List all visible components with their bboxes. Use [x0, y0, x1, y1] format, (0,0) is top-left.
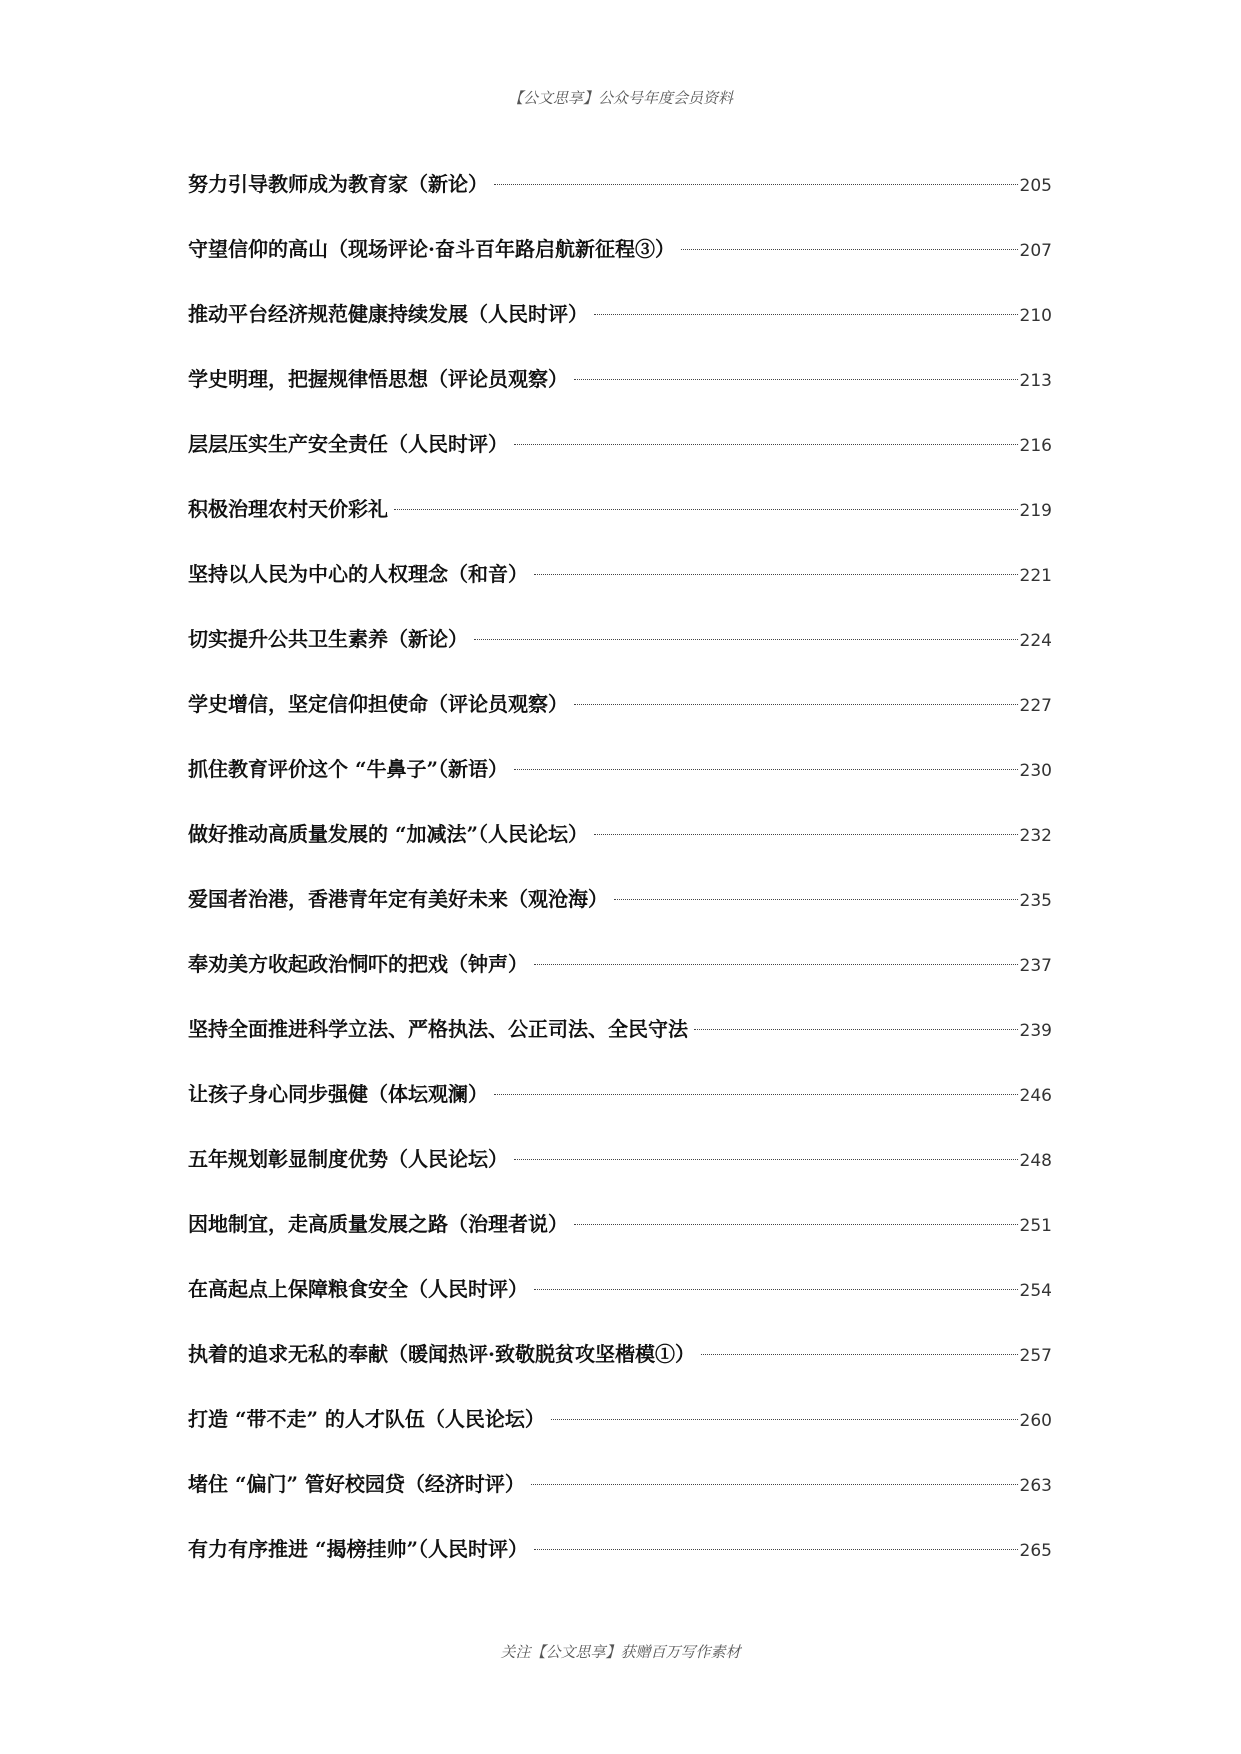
toc-entry[interactable]: [188, 1399, 1052, 1464]
page-header: 【公文思享】公众号年度会员资料: [507, 89, 733, 107]
toc-entry-title: 坚持全面推进科学立法、严格执法、公正司法、全民守法: [188, 1017, 688, 1041]
toc-entry[interactable]: [188, 1204, 1052, 1269]
dot-leader: [494, 1094, 1018, 1095]
toc-entry-title: 努力引导教师成为教育家（新论）: [188, 172, 488, 196]
toc-entry-page: 254: [1019, 1281, 1052, 1301]
toc-entry[interactable]: [188, 554, 1052, 619]
dot-leader: [701, 1354, 1018, 1355]
toc-entry[interactable]: [188, 1139, 1052, 1204]
toc-entry-title: 坚持以人民为中心的人权理念（和音）: [188, 562, 528, 586]
toc-entry-title: 抓住教育评价这个 “牛鼻子”（新语）: [188, 757, 508, 781]
toc-entry[interactable]: [188, 1529, 1052, 1594]
dot-leader: [574, 379, 1018, 380]
dot-leader: [614, 899, 1018, 900]
toc-entry-page: 246: [1019, 1086, 1052, 1106]
toc-entry-title: 学史增信，坚定信仰担使命（评论员观察）: [188, 692, 568, 716]
toc-entry-page: 227: [1019, 696, 1052, 716]
toc-entry[interactable]: [188, 879, 1052, 944]
dot-leader: [534, 964, 1018, 965]
toc-entry[interactable]: [188, 489, 1052, 554]
dot-leader: [694, 1029, 1018, 1030]
dot-leader: [531, 1484, 1018, 1485]
toc-entry-title: 执着的追求无私的奉献（暖闻热评·致敬脱贫攻坚楷模①）: [188, 1342, 695, 1366]
toc-entry-page: 251: [1019, 1216, 1052, 1236]
toc-entry-title: 因地制宜，走高质量发展之路（治理者说）: [188, 1212, 568, 1236]
toc-entry[interactable]: [188, 294, 1052, 359]
dot-leader: [681, 249, 1018, 250]
toc-entry[interactable]: [188, 1269, 1052, 1334]
toc-entry-title: 堵住 “偏门” 管好校园贷（经济时评）: [188, 1472, 525, 1496]
toc-entry-page: 221: [1019, 566, 1052, 586]
toc-entry-title: 让孩子身心同步强健（体坛观澜）: [188, 1082, 488, 1106]
toc-entry-title: 做好推动高质量发展的 “加减法”（人民论坛）: [188, 822, 588, 846]
toc-entry[interactable]: [188, 1074, 1052, 1139]
toc-entry[interactable]: [188, 684, 1052, 749]
toc-entry-title: 守望信仰的高山（现场评论·奋斗百年路启航新征程③）: [188, 237, 675, 261]
dot-leader: [514, 769, 1018, 770]
toc-entry-title: 五年规划彰显制度优势（人民论坛）: [188, 1147, 508, 1171]
dot-leader: [534, 574, 1018, 575]
toc-entry[interactable]: [188, 359, 1052, 424]
toc-entry-page: 237: [1019, 956, 1052, 976]
toc-entry-page: 224: [1019, 631, 1052, 651]
toc-entry[interactable]: [188, 424, 1052, 489]
table-of-contents: [188, 164, 1052, 1594]
toc-entry-title: 爱国者治港，香港青年定有美好未来（观沧海）: [188, 887, 608, 911]
dot-leader: [494, 184, 1018, 185]
toc-entry-title: 学史明理，把握规律悟思想（评论员观察）: [188, 367, 568, 391]
toc-entry[interactable]: [188, 164, 1052, 229]
toc-entry-title: 奉劝美方收起政治恫吓的把戏（钟声）: [188, 952, 528, 976]
dot-leader: [551, 1419, 1018, 1420]
toc-entry[interactable]: [188, 944, 1052, 1009]
toc-entry[interactable]: [188, 1464, 1052, 1529]
dot-leader: [534, 1289, 1018, 1290]
dot-leader: [394, 509, 1018, 510]
toc-entry-title: 打造 “带不走” 的人才队伍（人民论坛）: [188, 1407, 545, 1431]
dot-leader: [514, 444, 1018, 445]
toc-entry[interactable]: [188, 229, 1052, 294]
toc-entry-title: 推动平台经济规范健康持续发展（人民时评）: [188, 302, 588, 326]
toc-entry[interactable]: [188, 814, 1052, 879]
toc-entry-title: 层层压实生产安全责任（人民时评）: [188, 432, 508, 456]
toc-entry-page: 263: [1019, 1476, 1052, 1496]
dot-leader: [574, 704, 1018, 705]
dot-leader: [594, 834, 1018, 835]
toc-entry-page: 210: [1019, 306, 1052, 326]
dot-leader: [594, 314, 1018, 315]
toc-entry-page: 205: [1019, 176, 1052, 196]
toc-entry-page: 207: [1019, 241, 1052, 261]
dot-leader: [534, 1549, 1018, 1550]
dot-leader: [574, 1224, 1018, 1225]
toc-entry-title: 积极治理农村天价彩礼: [188, 497, 388, 521]
toc-entry-page: 257: [1019, 1346, 1052, 1366]
toc-entry-page: 260: [1019, 1411, 1052, 1431]
toc-entry-page: 216: [1019, 436, 1052, 456]
toc-entry-page: 239: [1019, 1021, 1052, 1041]
toc-entry[interactable]: [188, 1009, 1052, 1074]
toc-entry-title: 在高起点上保障粮食安全（人民时评）: [188, 1277, 528, 1301]
page-footer: 关注【公文思享】获赠百万写作素材: [500, 1643, 741, 1661]
toc-entry[interactable]: [188, 749, 1052, 814]
toc-entry-page: 232: [1019, 826, 1052, 846]
toc-entry-page: 235: [1019, 891, 1052, 911]
toc-entry[interactable]: [188, 1334, 1052, 1399]
dot-leader: [474, 639, 1018, 640]
toc-entry-title: 有力有序推进 “揭榜挂帅”（人民时评）: [188, 1537, 528, 1561]
toc-entry-title: 切实提升公共卫生素养（新论）: [188, 627, 468, 651]
toc-entry-page: 213: [1019, 371, 1052, 391]
toc-entry[interactable]: [188, 619, 1052, 684]
toc-entry-page: 265: [1019, 1541, 1052, 1561]
toc-entry-page: 219: [1019, 501, 1052, 521]
toc-entry-page: 248: [1019, 1151, 1052, 1171]
dot-leader: [514, 1159, 1018, 1160]
toc-entry-page: 230: [1019, 761, 1052, 781]
